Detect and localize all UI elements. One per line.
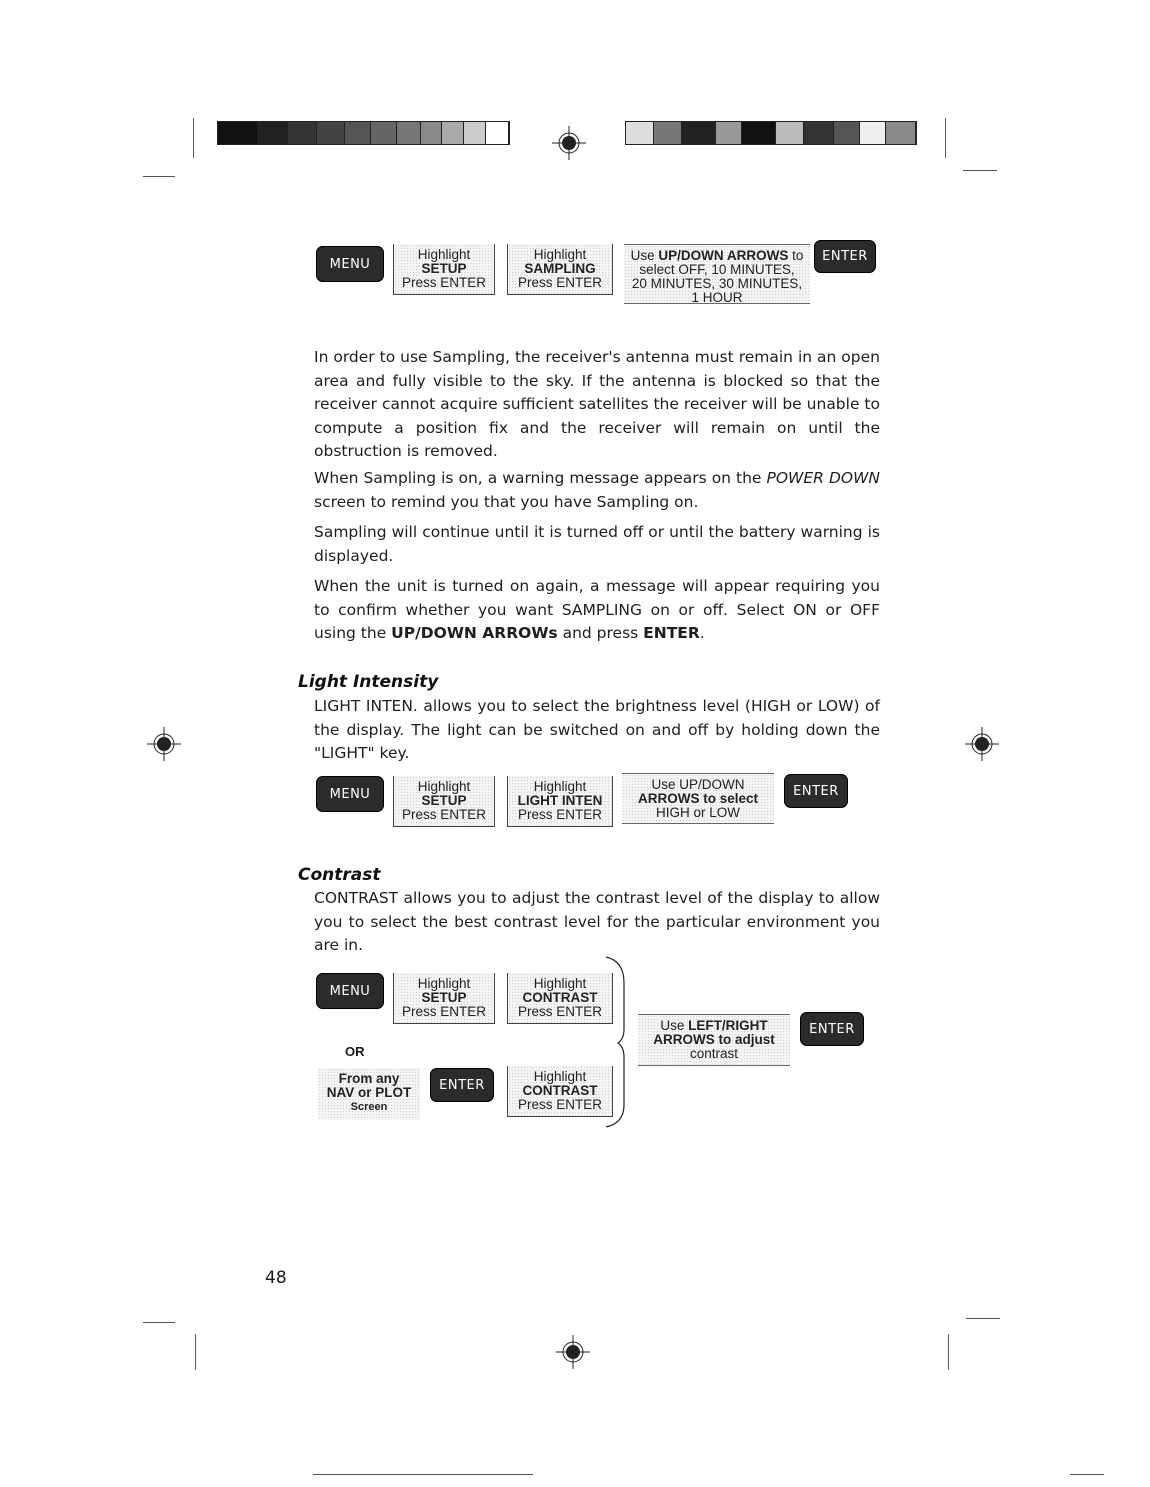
screen-highlight-light-inten: Highlight LIGHT INTEN Press ENTER bbox=[507, 776, 613, 827]
registration-crosshair-icon bbox=[556, 1335, 590, 1369]
menu-key: MENU bbox=[316, 246, 384, 282]
screen-from-nav-or-plot: From any NAV or PLOT Screen bbox=[318, 1068, 420, 1120]
screen-highlight-contrast: Highlight CONTRAST Press ENTER bbox=[507, 973, 613, 1024]
menu-key: MENU bbox=[316, 973, 384, 1009]
enter-key: ENTER bbox=[800, 1012, 864, 1046]
enter-key: ENTER bbox=[430, 1068, 494, 1102]
screen-highlight-contrast: Highlight CONTRAST Press ENTER bbox=[507, 1066, 613, 1117]
contrast-heading: Contrast bbox=[298, 865, 381, 885]
or-label: OR bbox=[345, 1044, 365, 1059]
sampling-paragraph-2: When Sampling is on, a warning message appears on the POWER DOWN screen to remind you that you have Sampling on. bbox=[314, 469, 880, 511]
calibration-bar-left bbox=[217, 121, 510, 145]
brace-connector bbox=[600, 955, 640, 1130]
crop-mark bbox=[963, 170, 997, 171]
screen-adjust-contrast: Use LEFT/RIGHT ARROWS to adjust contrast bbox=[638, 1014, 790, 1066]
registration-crosshair-icon bbox=[965, 727, 999, 761]
crop-mark bbox=[193, 118, 194, 158]
crop-mark bbox=[143, 1322, 175, 1323]
sampling-paragraph-1: In order to use Sampling, the receiver's antenna must remain in an open area and fully visible to the sky. If the antenna is blocked so that the receiver cannot acquire sufficient satellites the receiver will be unable to compute a position fix and the receiver will remain on until the obstruction is removed. bbox=[314, 348, 880, 460]
crop-mark bbox=[195, 1334, 196, 1370]
enter-key: ENTER bbox=[814, 240, 876, 273]
crop-mark bbox=[966, 1318, 1000, 1319]
calibration-bar-right bbox=[625, 121, 917, 145]
screen-highlight-setup: Highlight SETUP Press ENTER bbox=[393, 776, 495, 827]
light-intensity-paragraph: LIGHT INTEN. allows you to select the brightness level (HIGH or LOW) of the display. The light can be switched on and off by holding down the "LIGHT" key. bbox=[314, 697, 880, 762]
registration-crosshair-icon bbox=[147, 727, 181, 761]
screen-highlight-setup: Highlight SETUP Press ENTER bbox=[393, 244, 495, 295]
contrast-paragraph: CONTRAST allows you to adjust the contrast level of the display to allow you to select the best contrast level for the particular environment you are in. bbox=[314, 889, 880, 954]
sampling-paragraph-3: Sampling will continue until it is turned off or until the battery warning is displayed. bbox=[314, 523, 880, 565]
screen-sampling-options: Use UP/DOWN ARROWS to select OFF, 10 MINUTES, 20 MINUTES, 30 MINUTES, 1 HOUR bbox=[624, 244, 810, 304]
screen-highlight-sampling: Highlight SAMPLING Press ENTER bbox=[507, 244, 613, 295]
sampling-paragraph-4: When the unit is turned on again, a message will appear requiring you to confirm whether you want SAMPLING on or off. Select ON or OFF using the UP/DOWN ARROWs and press ENTER. bbox=[314, 577, 880, 642]
light-intensity-heading: Light Intensity bbox=[298, 672, 439, 692]
menu-key: MENU bbox=[316, 776, 384, 812]
registration-crosshair-icon bbox=[552, 126, 586, 160]
crop-mark bbox=[143, 176, 175, 177]
crop-mark bbox=[1070, 1474, 1104, 1475]
enter-key: ENTER bbox=[784, 774, 848, 808]
crop-mark bbox=[945, 118, 946, 158]
crop-mark bbox=[948, 1334, 949, 1370]
page-number: 48 bbox=[265, 1268, 287, 1288]
screen-highlight-setup: Highlight SETUP Press ENTER bbox=[393, 973, 495, 1024]
screen-light-options: Use UP/DOWN ARROWS to select HIGH or LOW bbox=[622, 773, 774, 824]
crop-mark bbox=[313, 1474, 533, 1475]
